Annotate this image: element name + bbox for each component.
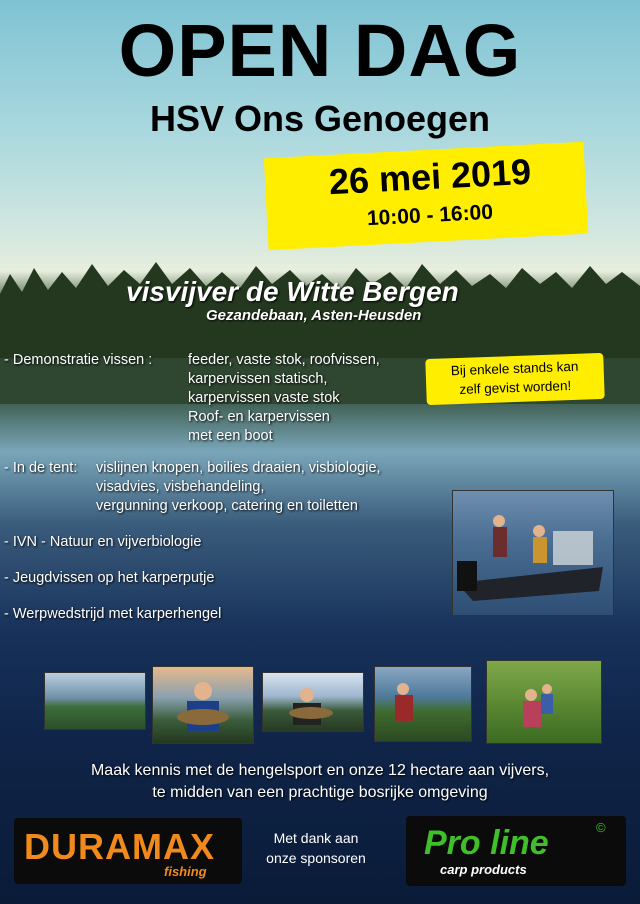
sponsor-thanks: onze sponsoren: [266, 850, 366, 866]
program-item: - Werpwedstrijd met karperhengel: [4, 606, 222, 622]
thumbnail-photo: [374, 666, 472, 742]
proline-mark: ©: [596, 820, 606, 835]
proline-sub: carp products: [440, 862, 527, 877]
demo-line: karpervissen statisch,: [188, 371, 328, 387]
thumbnail-photo: [486, 660, 602, 744]
duramax-logo: [14, 818, 242, 884]
callout-line: Bij enkele stands kan: [450, 358, 579, 379]
proline-name: Pro line: [424, 824, 549, 862]
demo-label: - Demonstratie vissen :: [4, 352, 153, 368]
footer-line: te midden van een prachtige bosrijke omgeving: [152, 784, 488, 801]
demo-line: Roof- en karpervissen: [188, 409, 330, 425]
thumbnail-photo: [262, 672, 364, 732]
callout-badge: [425, 353, 604, 405]
venue-address: Gezandebaan, Asten-Heusden: [206, 307, 422, 324]
demo-line: feeder, vaste stok, roofvissen,: [188, 352, 380, 368]
thumbnail-photo: [152, 666, 254, 744]
boat-photo: [452, 490, 614, 616]
callout-line: zelf gevist worden!: [459, 378, 572, 397]
demo-line: karpervissen vaste stok: [188, 390, 340, 406]
program-item: - IVN - Natuur en vijverbiologie: [4, 534, 202, 550]
duramax-sub: fishing: [164, 864, 207, 879]
footer-line: Maak kennis met de hengelsport en onze 12 hectare aan vijvers,: [90, 762, 550, 779]
thumbnail-photo: [44, 672, 146, 730]
sponsor-thanks: Met dank aan: [273, 830, 359, 846]
tent-label: - In de tent:: [4, 460, 78, 476]
poster-subtitle: HSV Ons Genoegen: [149, 98, 491, 139]
event-time: 10:00 - 16:00: [366, 200, 494, 231]
program-item: - Jeugdvissen op het karperputje: [4, 570, 215, 586]
tent-line: vergunning verkoop, catering en toiletten: [96, 498, 358, 514]
proline-logo: [406, 816, 626, 886]
demo-line: met een boot: [188, 428, 273, 444]
duramax-name: DURAMAX: [24, 826, 215, 867]
poster-title: OPEN DAG: [118, 9, 522, 92]
event-date: 26 mei 2019: [327, 150, 532, 203]
tent-line: visadvies, visbehandeling,: [96, 479, 265, 495]
venue-name: visvijver de Witte Bergen: [126, 276, 459, 307]
tent-line: vislijnen knopen, boilies draaien, visbiologie,: [96, 460, 381, 476]
